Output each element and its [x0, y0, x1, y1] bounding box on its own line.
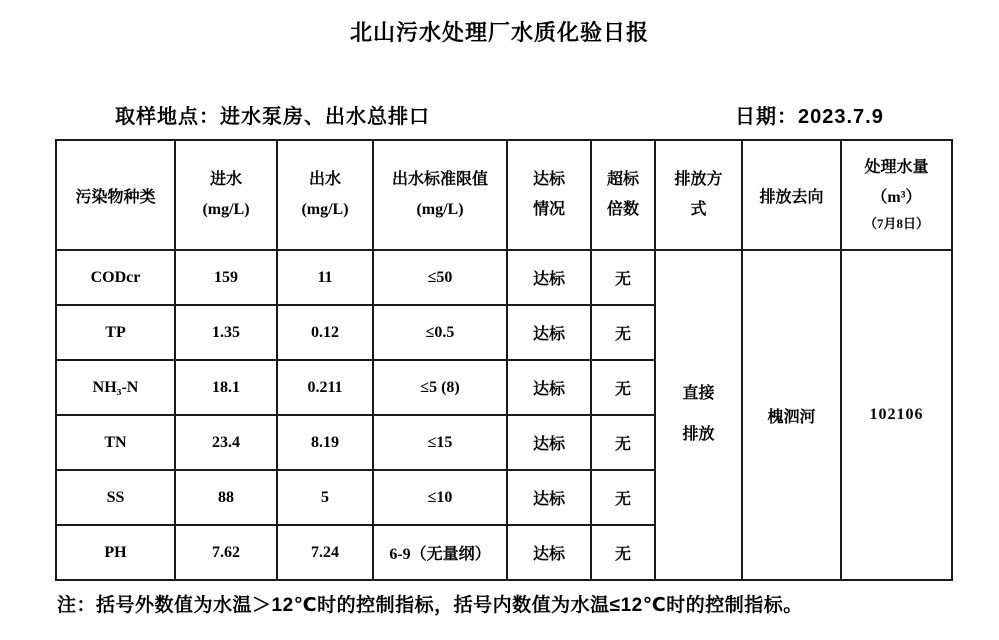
- exceed-value: 无: [591, 250, 655, 305]
- effluent-value: 0.211: [277, 360, 373, 415]
- influent-value: 18.1: [175, 360, 277, 415]
- page-title: 北山污水处理厂水质化验日报: [349, 20, 649, 45]
- col-header-influent: [175, 140, 277, 250]
- effluent-value: 0.12: [277, 305, 373, 360]
- table-row: [56, 250, 952, 305]
- header-line: 处理水量: [864, 159, 929, 177]
- col-header-pollutant: 污染物种类: [56, 140, 175, 250]
- header-row: [56, 140, 952, 250]
- status-value: 达标: [507, 470, 591, 525]
- header-line: 出水: [308, 171, 341, 189]
- pollutant-name: CODcr: [56, 250, 175, 305]
- footnote: 注：括号外数值为水温＞12℃时的控制指标，括号内数值为水温≤12℃时的控制指标。: [57, 595, 803, 616]
- exceed-value: 无: [591, 415, 655, 470]
- effluent-value: 5: [277, 470, 373, 525]
- header-line: (mg/L): [301, 201, 349, 218]
- status-value: 达标: [507, 525, 591, 580]
- pollutant-name: NH₃-N: [56, 360, 175, 415]
- header-line: (mg/L): [202, 201, 250, 218]
- influent-value: 88: [175, 470, 277, 525]
- col-header-destination: 排放去向: [742, 140, 841, 250]
- discharge-mode-line: 排放: [682, 426, 715, 443]
- header-line: (mg/L): [416, 201, 464, 218]
- pollutant-name: SS: [56, 470, 175, 525]
- exceed-value: 无: [591, 525, 655, 580]
- influent-value: 7.62: [175, 525, 277, 580]
- header-line: 倍数: [606, 201, 639, 218]
- col-header-effluent: [277, 140, 373, 250]
- discharge-destination-cell: 槐泗河: [742, 250, 841, 580]
- exceed-value: 无: [591, 470, 655, 525]
- influent-value: 1.35: [175, 305, 277, 360]
- header-line: 超标: [606, 171, 639, 189]
- col-header-discharge-mode: [655, 140, 742, 250]
- pollutant-name: PH: [56, 525, 175, 580]
- pollutant-name: TP: [56, 305, 175, 360]
- sampling-point-label: 取样地点：进水泵房、出水总排口: [115, 106, 430, 128]
- limit-value: ≤5 (8): [373, 360, 507, 415]
- effluent-value: 7.24: [277, 525, 373, 580]
- influent-value: 23.4: [175, 415, 277, 470]
- discharge-mode-line: 直接: [682, 385, 715, 403]
- header-line: 排放方: [674, 171, 723, 189]
- header-line: （m³）: [871, 188, 922, 206]
- water-quality-table: [55, 139, 953, 581]
- col-header-volume: [841, 140, 952, 250]
- status-value: 达标: [507, 305, 591, 360]
- exceed-value: 无: [591, 360, 655, 415]
- col-header-exceed: [591, 140, 655, 250]
- col-header-limit: [373, 140, 507, 250]
- col-header-status: [507, 140, 591, 250]
- discharge-mode-cell: [655, 250, 742, 580]
- pollutant-name: TN: [56, 415, 175, 470]
- header-line: 进水: [209, 171, 242, 189]
- exceed-value: 无: [591, 305, 655, 360]
- header-line: （7月8日）: [863, 216, 929, 232]
- limit-value: ≤50: [373, 250, 507, 305]
- status-value: 达标: [507, 415, 591, 470]
- effluent-value: 11: [277, 250, 373, 305]
- report-date-label: 日期：2023.7.9: [735, 106, 884, 128]
- limit-value: ≤10: [373, 470, 507, 525]
- status-value: 达标: [507, 250, 591, 305]
- treated-volume-cell: 102106: [841, 250, 952, 580]
- header-line: 出水标准限值: [391, 171, 488, 189]
- header-line: 达标: [532, 171, 565, 189]
- limit-value: ≤0.5: [373, 305, 507, 360]
- influent-value: 159: [175, 250, 277, 305]
- header-line: 式: [690, 201, 707, 218]
- limit-value: 6-9（无量纲）: [373, 525, 507, 580]
- status-value: 达标: [507, 360, 591, 415]
- header-line: 情况: [532, 201, 565, 218]
- limit-value: ≤15: [373, 415, 507, 470]
- effluent-value: 8.19: [277, 415, 373, 470]
